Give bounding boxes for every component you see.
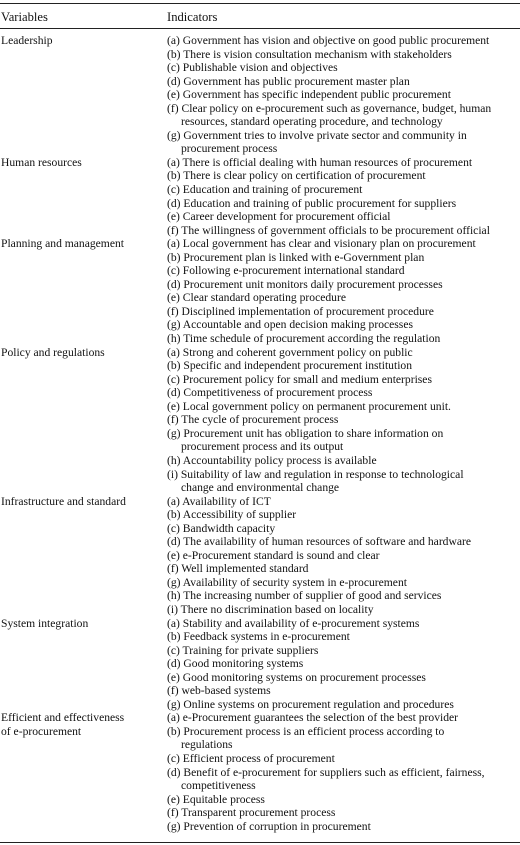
indicator-text: (g) Prevention of corruption in procurement bbox=[167, 819, 371, 833]
indicator-item bbox=[167, 793, 520, 807]
indicator-text: (d) Government has public procurement master plan bbox=[167, 74, 410, 88]
indicator-text: procurement process bbox=[181, 142, 278, 156]
variable-name: Policy and regulations bbox=[1, 345, 105, 359]
indicator-item bbox=[167, 725, 520, 752]
variable-cell bbox=[1, 346, 161, 360]
indicator-item bbox=[167, 48, 520, 62]
indicator-item bbox=[167, 630, 520, 644]
indicator-item bbox=[167, 671, 520, 685]
indicator-text: (d) Good monitoring systems bbox=[167, 657, 304, 671]
variable-cell bbox=[1, 617, 161, 631]
indicator-text: (c) Efficient process of procurement bbox=[167, 751, 335, 765]
indicator-item bbox=[167, 129, 520, 156]
indicator-item bbox=[167, 264, 520, 278]
indicator-text: (f) web-based systems bbox=[167, 684, 271, 698]
indicator-text: (e) Clear standard operating procedure bbox=[167, 291, 346, 305]
indicator-text: (f) Well implemented standard bbox=[167, 562, 309, 576]
indicators-cell bbox=[167, 617, 520, 712]
indicator-text: (e) Local government policy on permanent procurement unit. bbox=[167, 399, 451, 413]
indicator-item bbox=[167, 576, 520, 590]
variable-name: Infrastructure and standard bbox=[1, 494, 126, 508]
indicator-item bbox=[167, 88, 520, 102]
indicators-cell bbox=[167, 711, 520, 833]
variable-cell bbox=[1, 237, 161, 251]
indicator-item bbox=[167, 549, 520, 563]
variable-name: Efficient and effectiveness bbox=[1, 711, 125, 725]
indicator-item bbox=[167, 251, 520, 265]
indicator-item bbox=[167, 75, 520, 89]
indicator-text: (c) Publishable vision and objectives bbox=[167, 61, 338, 75]
indicator-text: (f) Clear policy on e-procurement such as governance, budget, human bbox=[167, 101, 492, 115]
table-row bbox=[0, 617, 520, 712]
indicator-text: (c) Education and training of procurement bbox=[167, 183, 363, 197]
variable-name: Human resources bbox=[1, 155, 82, 169]
table-row bbox=[0, 156, 520, 237]
indicator-text: (b) There is clear policy on certification of procurement bbox=[167, 169, 426, 183]
indicator-text: (b) Accessibility of supplier bbox=[167, 508, 297, 522]
indicator-item bbox=[167, 413, 520, 427]
indicator-item bbox=[167, 806, 520, 820]
indicator-item bbox=[167, 278, 520, 292]
indicator-item bbox=[167, 644, 520, 658]
variable-cell bbox=[1, 711, 161, 738]
indicator-item bbox=[167, 752, 520, 766]
indicator-text: (h) Accountability policy process is available bbox=[167, 453, 377, 467]
variable-cell bbox=[1, 156, 161, 170]
indicator-text: (a) There is official dealing with human resources of procurement bbox=[167, 155, 473, 169]
indicator-text: (e) e-Procurement standard is sound and clear bbox=[167, 548, 380, 562]
indicator-text: (e) Good monitoring systems on procurement processes bbox=[167, 670, 426, 684]
indicator-text: (g) Accountable and open decision making processes bbox=[167, 318, 413, 332]
indicator-text: (a) Stability and availability of e-procurement systems bbox=[167, 616, 420, 630]
indicator-text: competitiveness bbox=[181, 779, 256, 793]
variables-header: Variables bbox=[1, 10, 48, 24]
indicator-text: (h) Time schedule of procurement according the regulation bbox=[167, 332, 441, 346]
indicator-text: (d) Procurement unit monitors daily procurement processes bbox=[167, 277, 443, 291]
indicator-text: (b) Procurement plan is linked with e-Government plan bbox=[167, 250, 425, 264]
indicator-item bbox=[167, 183, 520, 197]
indicator-item bbox=[167, 508, 520, 522]
indicator-text: (g) Procurement unit has obligation to share information on bbox=[167, 426, 444, 440]
variable-name: Leadership bbox=[1, 34, 53, 47]
indicator-item bbox=[167, 156, 520, 170]
indicators-cell bbox=[167, 34, 520, 156]
indicator-text: (e) Career development for procurement official bbox=[167, 210, 391, 224]
indicator-text: (f) The cycle of procurement process bbox=[167, 413, 339, 427]
indicator-item bbox=[167, 766, 520, 793]
table-top-rule bbox=[0, 3, 520, 4]
indicator-item bbox=[167, 427, 520, 454]
variable-cell bbox=[1, 34, 161, 48]
indicator-item bbox=[167, 169, 520, 183]
indicator-item bbox=[167, 346, 520, 360]
indicator-item bbox=[167, 102, 520, 129]
indicator-item bbox=[167, 454, 520, 468]
indicator-item bbox=[167, 291, 520, 305]
indicator-item bbox=[167, 698, 520, 712]
indicator-item bbox=[167, 468, 520, 495]
indicator-text: (f) The willingness of government officials to be procurement official bbox=[167, 223, 490, 237]
indicator-text: (c) Bandwidth capacity bbox=[167, 521, 276, 535]
indicator-text: (a) Local government has clear and visionary plan on procurement bbox=[167, 237, 476, 251]
indicator-text: (b) Feedback systems in e-procurement bbox=[167, 630, 350, 644]
indicator-item bbox=[167, 332, 520, 346]
indicators-cell bbox=[167, 495, 520, 617]
indicator-text: (i) Suitability of law and regulation in response to technological bbox=[167, 467, 464, 481]
indicator-item bbox=[167, 603, 520, 617]
indicator-text: (i) There no discrimination based on locality bbox=[167, 602, 374, 616]
indicator-item bbox=[167, 617, 520, 631]
indicator-item bbox=[167, 61, 520, 75]
indicator-text: (e) Equitable process bbox=[167, 792, 265, 806]
indicator-item bbox=[167, 535, 520, 549]
indicator-item bbox=[167, 373, 520, 387]
indicators-cell bbox=[167, 237, 520, 345]
indicator-text: change and environmental change bbox=[181, 481, 340, 495]
indicator-item bbox=[167, 318, 520, 332]
indicator-item bbox=[167, 386, 520, 400]
indicator-text: (f) Disciplined implementation of procurement procedure bbox=[167, 304, 434, 318]
indicator-text: (a) Government has vision and objective on good public procurement bbox=[167, 34, 490, 47]
indicator-item bbox=[167, 237, 520, 251]
indicator-text: (c) Training for private suppliers bbox=[167, 643, 319, 657]
indicator-text: (f) Transparent procurement process bbox=[167, 806, 336, 820]
table-row bbox=[0, 346, 520, 495]
table-row bbox=[0, 711, 520, 833]
indicator-text: procurement process and its output bbox=[181, 440, 344, 454]
table-row bbox=[0, 495, 520, 617]
indicator-item bbox=[167, 400, 520, 414]
indicator-text: (a) e-Procurement guarantees the selection of the best provider bbox=[167, 711, 459, 725]
indicator-item bbox=[167, 562, 520, 576]
indicator-item bbox=[167, 305, 520, 319]
header-rule bbox=[0, 28, 520, 29]
indicator-text: (g) Availability of security system in e-procurement bbox=[167, 575, 407, 589]
indicator-text: (e) Government has specific independent public procurement bbox=[167, 88, 451, 102]
indicators-cell bbox=[167, 346, 520, 495]
variable-name: System integration bbox=[1, 616, 89, 630]
indicators-header: Indicators bbox=[167, 10, 218, 24]
indicator-item bbox=[167, 34, 520, 48]
indicator-text: (g) Government tries to involve private sector and community in bbox=[167, 128, 467, 142]
indicator-item bbox=[167, 495, 520, 509]
indicator-text: resources, standard operating procedure, and technology bbox=[181, 115, 443, 129]
indicator-text: (c) Following e-procurement international standard bbox=[167, 264, 405, 278]
indicator-item bbox=[167, 224, 520, 238]
indicator-item bbox=[167, 684, 520, 698]
table-body bbox=[0, 34, 520, 833]
indicator-text: (d) The availability of human resources of software and hardware bbox=[167, 535, 472, 549]
indicator-item bbox=[167, 589, 520, 603]
indicator-text: (c) Procurement policy for small and medium enterprises bbox=[167, 372, 432, 386]
indicator-item bbox=[167, 359, 520, 373]
variable-name: of e-procurement bbox=[1, 724, 82, 738]
indicator-text: regulations bbox=[181, 738, 233, 752]
indicator-item bbox=[167, 210, 520, 224]
table-row bbox=[0, 34, 520, 156]
indicator-item bbox=[167, 197, 520, 211]
indicator-text: (d) Benefit of e-procurement for suppliers such as efficient, fairness, bbox=[167, 765, 485, 779]
variable-name: Planning and management bbox=[1, 237, 124, 251]
indicator-text: (b) Specific and independent procurement institution bbox=[167, 359, 413, 373]
indicator-text: (g) Online systems on procurement regulation and procedures bbox=[167, 697, 454, 711]
indicator-text: (d) Competitiveness of procurement process bbox=[167, 386, 373, 400]
indicators-cell bbox=[167, 156, 520, 237]
indicator-item bbox=[167, 657, 520, 671]
indicator-item bbox=[167, 711, 520, 725]
indicator-text: (b) Procurement process is an efficient process according to bbox=[167, 724, 445, 738]
indicator-item bbox=[167, 522, 520, 536]
table-row bbox=[0, 237, 520, 345]
indicator-item bbox=[167, 820, 520, 834]
indicator-text: (b) There is vision consultation mechanism with stakeholders bbox=[167, 47, 452, 61]
indicator-text: (a) Availability of ICT bbox=[167, 494, 271, 508]
variable-cell bbox=[1, 495, 161, 509]
table-bottom-rule bbox=[0, 842, 520, 843]
indicator-text: (h) The increasing number of supplier of good and services bbox=[167, 589, 442, 603]
indicator-text: (a) Strong and coherent government policy on public bbox=[167, 345, 413, 359]
indicator-text: (d) Education and training of public procurement for suppliers bbox=[167, 196, 457, 210]
